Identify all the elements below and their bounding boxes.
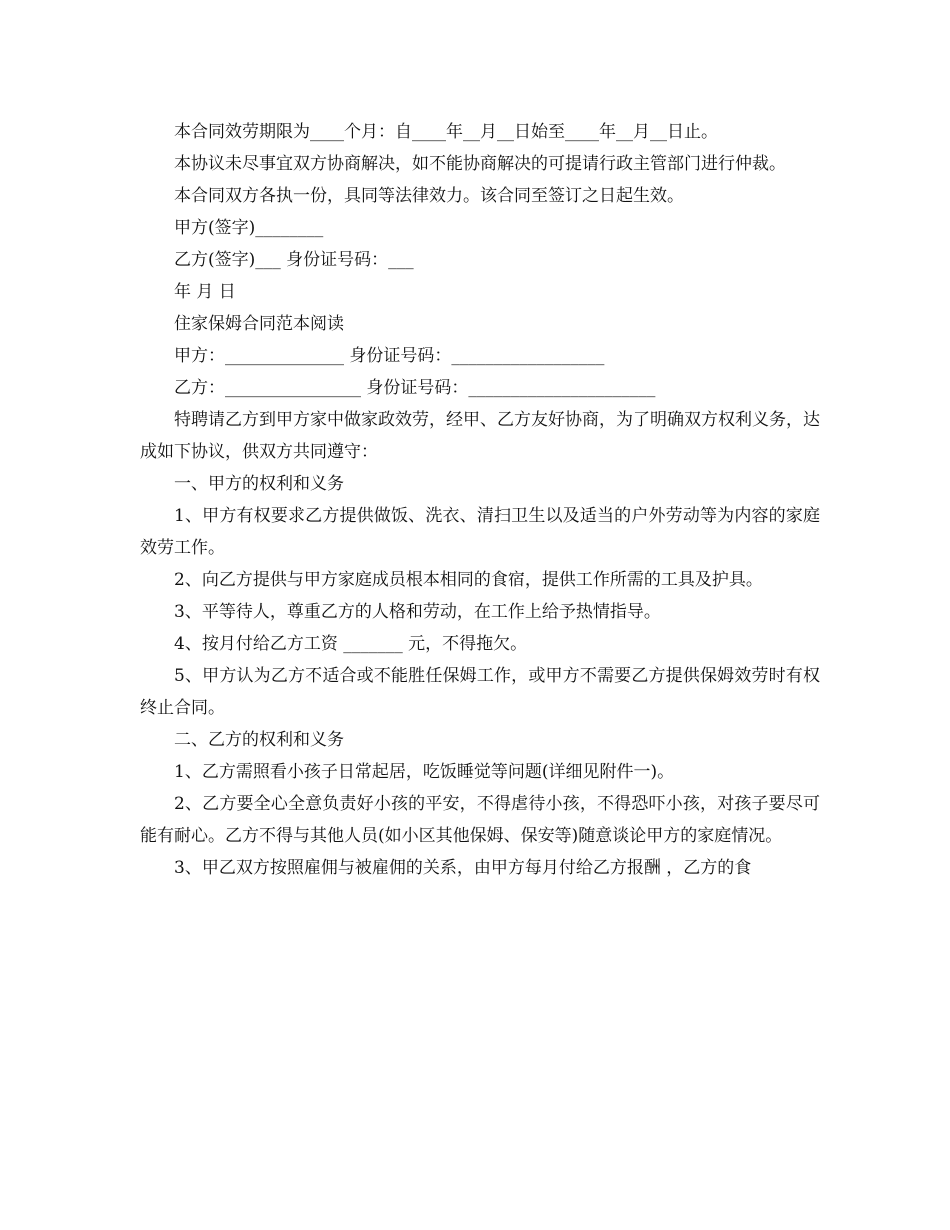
- party-a-line: 甲方：______________ 身份证号码：__________________: [174, 346, 605, 366]
- paragraph-intro: 特聘请乙方到甲方家中做家政效劳，经甲、乙方友好协商，为了明确双方权利义务，达成如下协议，供双方共同遵守：: [140, 410, 820, 462]
- paragraph-effect: 本合同双方各执一份，具同等法律效力。该合同至签订之日起生效。: [174, 186, 684, 206]
- paragraph-dispute: 本协议未尽事宜双方协商解决，如不能协商解决的可提请行政主管部门进行仲裁。: [174, 154, 786, 174]
- clause-a-1: 1、甲方有权要求乙方提供做饭、洗衣、清扫卫生以及适当的户外劳动等为内容的家庭效劳工作。: [140, 506, 820, 558]
- clause-a-5: 5、甲方认为乙方不适合或不能胜任保姆工作，或甲方不需要乙方提供保姆效劳时有权终止合同。: [140, 666, 820, 718]
- document-body: [140, 116, 820, 884]
- clause-b-2: 2、乙方要全心全意负责好小孩的平安，不得虐待小孩，不得恐吓小孩，对孩子要尽可能有耐心。乙方不得与其他人员(如小区其他保姆、保安等)随意谈论甲方的家庭情况。: [140, 794, 820, 846]
- clause-b-3: 3、甲乙双方按照雇佣与被雇佣的关系，由甲方每月付给乙方报酬 ，乙方的食: [174, 858, 752, 878]
- section-title: 住家保姆合同范本阅读: [174, 314, 344, 334]
- paragraph-term: 本合同效劳期限为____个月：自____年__月__日始至____年__月__日止。: [174, 122, 718, 142]
- party-b-signature-line: 乙方(签字)___ 身份证号码：___: [174, 250, 414, 270]
- date-line: 年 月 日: [174, 282, 236, 302]
- party-a-signature-line: 甲方(签字)________: [174, 218, 324, 238]
- clause-a-3: 3、平等待人，尊重乙方的人格和劳动，在工作上给予热情指导。: [174, 602, 661, 622]
- clause-a-2: 2、向乙方提供与甲方家庭成员根本相同的食宿，提供工作所需的工具及护具。: [174, 570, 763, 590]
- heading-party-b-rights: 二、乙方的权利和义务: [174, 730, 344, 750]
- clause-a-4: 4、按月付给乙方工资 _______ 元，不得拖欠。: [174, 634, 528, 654]
- party-b-line: 乙方：________________ 身份证号码：______________________: [174, 378, 656, 398]
- clause-b-1: 1、乙方需照看小孩子日常起居，吃饭睡觉等问题(详细见附件一)。: [174, 762, 675, 782]
- heading-party-a-rights: 一、甲方的权利和义务: [174, 474, 344, 494]
